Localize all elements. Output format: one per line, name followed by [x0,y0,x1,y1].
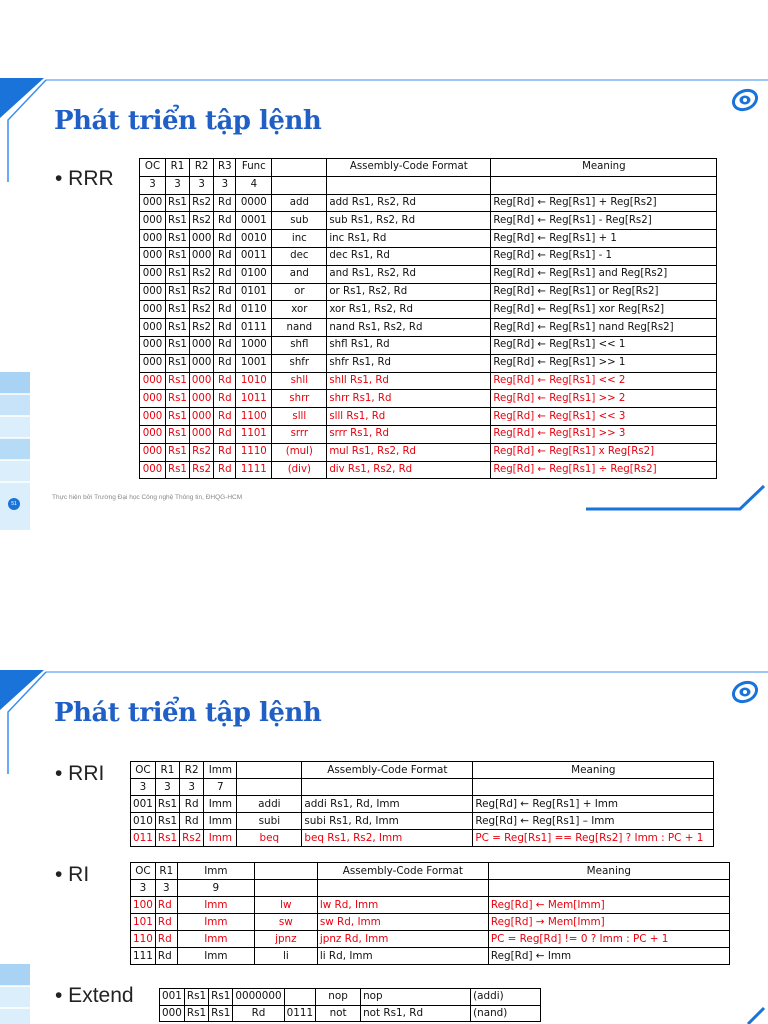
uit-logo-icon [729,87,761,113]
table-cell: add [272,194,327,212]
table-cell [284,989,315,1006]
table-cell: Reg[Rd] ← Reg[Rs1] x Reg[Rs2] [491,443,717,461]
table-cell: 9 [177,880,254,897]
table-cell: Imm [204,796,237,813]
table-cell: beq [237,830,302,847]
table-cell: Rd [214,354,236,372]
table-cell: Reg[Rd] ← Reg[Rs1] – Imm [473,813,714,830]
table-cell: 3 [180,779,204,796]
table-cell: Rd [214,265,236,283]
table-cell: slll [272,408,327,426]
table-cell: and [272,265,327,283]
table-cell: 3 [155,880,177,897]
table-cell: 3 [155,779,179,796]
table-cell: Rd [214,301,236,319]
table-cell: Rs1 [166,354,190,372]
table-cell [302,779,473,796]
table-cell: subi Rs1, Rd, Imm [302,813,473,830]
table-cell: inc Rs1, Rd [327,230,491,248]
table-cell: jpnz [254,931,317,948]
table-cell: Rs1 [166,194,190,212]
table-cell [254,863,317,880]
table-cell: (addi) [471,989,541,1006]
table-cell: R1 [155,762,179,779]
table-cell: Rs1 [209,1005,233,1022]
table-cell: 7 [204,779,237,796]
table-cell: Rd [155,931,177,948]
table-cell: Rd [214,194,236,212]
table-cell: 000 [140,283,166,301]
table-cell: Rs2 [189,265,213,283]
table-cell: Imm [177,948,254,965]
table-cell: dec [272,247,327,265]
table-cell: 000 [189,372,213,390]
table-cell: Reg[Rd] ← Reg[Rs1] >> 2 [491,390,717,408]
table-cell [317,880,488,897]
table-cell: (mul) [272,443,327,461]
table-cell: Reg[Rd] ← Mem[Imm] [488,897,729,914]
table-cell: 000 [189,354,213,372]
table-cell: Rd [180,813,204,830]
table-cell: Rd [155,948,177,965]
table-cell: 101 [131,914,156,931]
table-row [140,283,717,301]
table-cell: nand [272,319,327,337]
table-cell: PC = Reg[Rd] != 0 ? Imm : PC + 1 [488,931,729,948]
table-cell: R2 [180,762,204,779]
table-cell: Rd [214,212,236,230]
table-cell: Rd [214,247,236,265]
table-cell: Rd [214,283,236,301]
table-cell: Rs1 [166,390,190,408]
table-row [140,336,717,354]
table-cell: Meaning [488,863,729,880]
table-cell: 000 [189,408,213,426]
table-cell: shfr [272,354,327,372]
table-cell [327,176,491,194]
table-cell: 3 [214,176,236,194]
table-cell: Rs1 [184,1005,208,1022]
slide-title: Phát triển tập lệnh [54,106,322,136]
table-cell: Rs1 [166,336,190,354]
table-cell: 000 [140,390,166,408]
table-cell: PC = Reg[Rs1] == Reg[Rs2] ? Imm : PC + 1 [473,830,714,847]
table-cell: 011 [131,830,156,847]
table-cell: Reg[Rd] ← Imm [488,948,729,965]
table-cell: 0111 [284,1005,315,1022]
table-cell: Rd [214,372,236,390]
table-cell: li Rd, Imm [317,948,488,965]
table-cell: shll [272,372,327,390]
bullet-extend: • Extend [55,984,134,1007]
table-row [140,443,717,461]
table-cell: xor Rs1, Rs2, Rd [327,301,491,319]
table-cell: Imm [177,897,254,914]
table-cell: Rd [214,443,236,461]
table-cell: OC [131,762,156,779]
width-row [131,880,730,897]
table-cell: Rd [155,914,177,931]
table-cell: Reg[Rd] ← Reg[Rs1] ÷ Reg[Rs2] [491,461,717,479]
width-row [140,176,717,194]
table-cell: Rs1 [166,230,190,248]
table-cell: 000 [140,408,166,426]
table-cell: Rs1 [166,425,190,443]
table-cell: Reg[Rd] ← Reg[Rs1] << 2 [491,372,717,390]
table-row [140,390,717,408]
table-cell: 000 [140,372,166,390]
table-cell: (nand) [471,1005,541,1022]
table-cell: lw Rd, Imm [317,897,488,914]
table-cell: Rd [214,230,236,248]
table-cell: shfl [272,336,327,354]
table-cell: Rs1 [155,830,179,847]
table-cell: Rs2 [180,830,204,847]
table-cell: mul Rs1, Rs2, Rd [327,443,491,461]
table-cell: 1110 [236,443,272,461]
table-cell: R1 [166,159,190,177]
table-cell: 000 [140,194,166,212]
table-cell: 0101 [236,283,272,301]
bullet-rrr: • RRR [55,167,114,190]
table-cell: R2 [189,159,213,177]
table-cell: or [272,283,327,301]
table-cell: Rd [233,1005,284,1022]
table-cell: 000 [189,230,213,248]
table-cell: shrr Rs1, Rd [327,390,491,408]
table-cell: (div) [272,461,327,479]
table-cell: Rs1 [166,443,190,461]
table-cell: 0000000 [233,989,284,1006]
table-cell: Reg[Rd] ← Reg[Rs1] - Reg[Rs2] [491,212,717,230]
table-cell: Reg[Rd] ← Reg[Rs1] nand Reg[Rs2] [491,319,717,337]
table-cell: Rs1 [166,247,190,265]
table-cell: Imm [204,830,237,847]
table-row [160,1005,541,1022]
table-row [140,372,717,390]
table-cell: 000 [140,461,166,479]
table-cell: 000 [140,336,166,354]
table-cell: 000 [160,1005,185,1022]
table-cell: 000 [140,212,166,230]
table-cell: Reg[Rd] ← Reg[Rs1] xor Reg[Rs2] [491,301,717,319]
table-cell: Imm [177,863,254,880]
table-row [140,461,717,479]
table-cell: 0011 [236,247,272,265]
table-cell: Rs1 [166,408,190,426]
table-cell: subi [237,813,302,830]
table-row [140,408,717,426]
rrr-instruction-table [139,158,717,479]
table-cell: R1 [155,863,177,880]
table-cell [488,880,729,897]
table-row [140,425,717,443]
table-cell: Imm [177,914,254,931]
table-cell: or Rs1, Rs2, Rd [327,283,491,301]
table-cell: Meaning [491,159,717,177]
table-cell: srrr [272,425,327,443]
ri-instruction-table [130,862,730,965]
table-cell: 000 [189,425,213,443]
table-row [131,796,714,813]
table-cell: add Rs1, Rs2, Rd [327,194,491,212]
table-cell: slll Rs1, Rd [327,408,491,426]
table-row [131,914,730,931]
table-cell: Assembly-Code Format [302,762,473,779]
table-cell: Rs1 [155,796,179,813]
table-cell: dec Rs1, Rd [327,247,491,265]
table-cell: sw [254,914,317,931]
table-row [160,989,541,1006]
table-row [140,194,717,212]
table-row [140,247,717,265]
table-cell: addi [237,796,302,813]
table-cell: addi Rs1, Rd, Imm [302,796,473,813]
table-cell: 100 [131,897,156,914]
table-cell: Reg[Rd] ← Reg[Rs1] << 1 [491,336,717,354]
table-row [140,354,717,372]
table-cell: div Rs1, Rs2, Rd [327,461,491,479]
table-cell: not [316,1005,361,1022]
table-cell: 3 [131,779,156,796]
table-cell: 001 [160,989,185,1006]
table-cell: Rd [214,408,236,426]
table-cell: nop [361,989,471,1006]
table-cell: shll Rs1, Rd [327,372,491,390]
table-cell: Rs1 [166,212,190,230]
table-cell: lw [254,897,317,914]
table-cell: Rs1 [184,989,208,1006]
table-cell: 3 [140,176,166,194]
table-row [140,301,717,319]
table-cell [237,762,302,779]
table-cell: 000 [140,265,166,283]
table-cell: 1111 [236,461,272,479]
table-cell: 1000 [236,336,272,354]
table-cell: Rs1 [166,301,190,319]
table-cell: 000 [140,319,166,337]
rri-instruction-table [130,761,714,847]
table-cell: Meaning [473,762,714,779]
table-cell: 1011 [236,390,272,408]
table-row [131,830,714,847]
extend-instruction-table [159,988,541,1022]
table-cell: OC [131,863,156,880]
table-cell: 000 [140,230,166,248]
table-cell [473,779,714,796]
table-cell: 0010 [236,230,272,248]
table-cell: 0001 [236,212,272,230]
table-cell: li [254,948,317,965]
table-cell: 3 [166,176,190,194]
table-cell: sw Rd, Imm [317,914,488,931]
table-cell: Reg[Rd] ← Reg[Rs1] + Reg[Rs2] [491,194,717,212]
table-cell: xor [272,301,327,319]
table-cell: Rs1 [166,372,190,390]
table-cell: nop [316,989,361,1006]
table-row [140,265,717,283]
table-cell: Reg[Rd] → Mem[Imm] [488,914,729,931]
table-cell [491,176,717,194]
table-cell: Rs1 [155,813,179,830]
table-cell: 4 [236,176,272,194]
table-cell: and Rs1, Rs2, Rd [327,265,491,283]
bullet-rri: • RRI [55,762,105,785]
table-cell: Reg[Rd] ← Reg[Rs1] + Imm [473,796,714,813]
table-cell: shfr Rs1, Rd [327,354,491,372]
table-cell: 110 [131,931,156,948]
table-row [131,948,730,965]
table-cell: Imm [204,813,237,830]
table-cell: Reg[Rd] ← Reg[Rs1] >> 1 [491,354,717,372]
table-cell [254,880,317,897]
table-cell: Reg[Rd] ← Reg[Rs1] << 3 [491,408,717,426]
header-row [131,762,714,779]
table-cell: not Rs1, Rd [361,1005,471,1022]
table-cell: Reg[Rd] ← Reg[Rs1] - 1 [491,247,717,265]
table-cell: 001 [131,796,156,813]
table-row [140,319,717,337]
table-cell: beq Rs1, Rs2, Imm [302,830,473,847]
table-cell: Rs2 [189,461,213,479]
page-number: 51 [8,498,20,510]
table-cell: shfl Rs1, Rd [327,336,491,354]
table-cell: 000 [189,247,213,265]
table-cell: 000 [140,247,166,265]
table-cell: Reg[Rd] ← Reg[Rs1] or Reg[Rs2] [491,283,717,301]
table-cell: sub Rs1, Rs2, Rd [327,212,491,230]
table-row [131,813,714,830]
table-cell: 0111 [236,319,272,337]
table-cell [272,159,327,177]
table-cell: R3 [214,159,236,177]
table-cell: 0110 [236,301,272,319]
width-row [131,779,714,796]
table-cell: 000 [140,443,166,461]
table-cell: Rd [155,897,177,914]
slide-title: Phát triển tập lệnh [54,698,322,728]
table-cell: 1001 [236,354,272,372]
table-cell: Rs1 [166,319,190,337]
table-cell: 0000 [236,194,272,212]
table-cell: Imm [204,762,237,779]
table-cell [272,176,327,194]
table-cell: Reg[Rd] ← Reg[Rs1] and Reg[Rs2] [491,265,717,283]
table-cell: Rd [214,336,236,354]
table-cell: Imm [177,931,254,948]
table-cell: 111 [131,948,156,965]
table-cell: Rd [180,796,204,813]
table-cell: Assembly-Code Format [327,159,491,177]
footer-text: Thực hiện bởi Trường Đại học Công nghệ Thông tin, ĐHQG-HCM [52,494,243,501]
table-cell: Rs2 [189,319,213,337]
table-cell: Rs2 [189,443,213,461]
table-cell: srrr Rs1, Rd [327,425,491,443]
table-cell: Rd [214,319,236,337]
table-cell: 000 [140,354,166,372]
table-cell: Rd [214,390,236,408]
slide-2 [0,592,768,1024]
table-cell: Reg[Rd] ← Reg[Rs1] + 1 [491,230,717,248]
table-cell: Rs2 [189,301,213,319]
table-cell: jpnz Rd, Imm [317,931,488,948]
table-cell: 000 [140,425,166,443]
table-cell [237,779,302,796]
header-row [131,863,730,880]
table-cell: 1101 [236,425,272,443]
table-cell: Rd [214,461,236,479]
table-cell: 1010 [236,372,272,390]
table-cell: Assembly-Code Format [317,863,488,880]
table-cell: 000 [140,301,166,319]
table-cell: sub [272,212,327,230]
table-cell: 3 [131,880,156,897]
table-cell: 3 [189,176,213,194]
table-cell: Func [236,159,272,177]
table-cell: Rs1 [166,265,190,283]
table-cell: Rd [214,425,236,443]
table-cell: Rs2 [189,194,213,212]
table-cell: 000 [189,336,213,354]
table-cell: Rs2 [189,212,213,230]
table-cell: shrr [272,390,327,408]
table-cell: 000 [189,390,213,408]
table-row [131,897,730,914]
table-row [131,931,730,948]
table-row [140,212,717,230]
table-cell: 1100 [236,408,272,426]
table-cell: inc [272,230,327,248]
table-cell: 0100 [236,265,272,283]
header-row [140,159,717,177]
table-cell: nand Rs1, Rs2, Rd [327,319,491,337]
table-cell: Rs1 [166,283,190,301]
table-cell: Rs1 [166,461,190,479]
uit-logo-icon [729,679,761,705]
table-row [140,230,717,248]
bullet-ri: • RI [55,863,90,886]
table-cell: OC [140,159,166,177]
table-cell: Rs1 [209,989,233,1006]
table-cell: Rs2 [189,283,213,301]
table-cell: Reg[Rd] ← Reg[Rs1] >> 3 [491,425,717,443]
table-cell: 010 [131,813,156,830]
